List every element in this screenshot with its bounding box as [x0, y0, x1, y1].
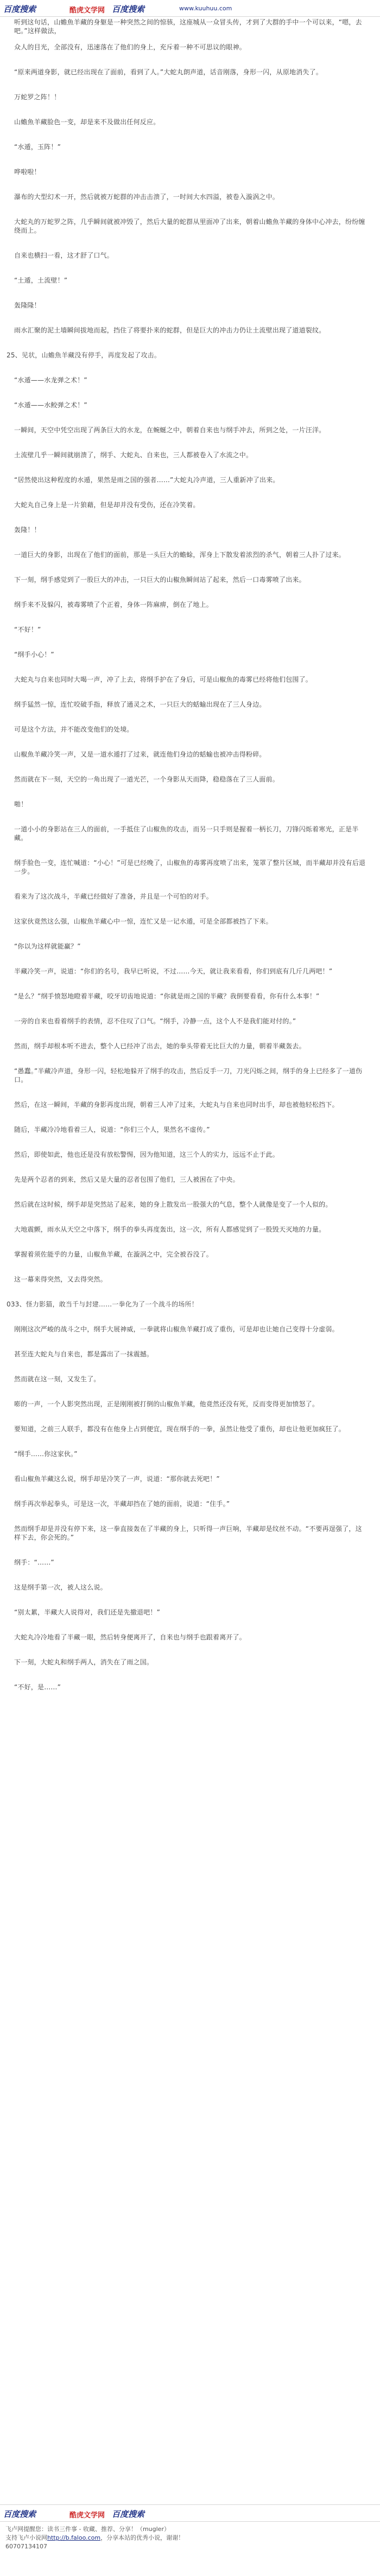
top-banner — [0, 0, 380, 17]
paragraph: 自来也横扫一看，这才舒了口气。 — [14, 252, 114, 259]
brand-logo-left: 百度搜索 — [3, 2509, 36, 2519]
site-name: 酷虎文学网 — [69, 7, 105, 15]
paragraph: 下一刻，纲手感觉到了一股巨大的冲击，一只巨大的山椒魚瞬间站了起来，然后一口毒雾喷了出来。 — [14, 576, 306, 584]
paragraph: 纲手猛然一惊，连忙咬破手指，释放了通灵之术，一只巨大的蛞蝓出现在了三人身边。 — [14, 701, 266, 708]
paragraph: 甚至连大蛇丸与自来也，都是露出了一抹震撼。 — [14, 1350, 154, 1358]
paragraph: 随后，半藏冷冷地看着三人，说道：“你们三个人，果然名不虚传。” — [14, 1126, 210, 1133]
paragraph: “居然使出这种程度的水遁，果然是雨之国的强者……”大蛇丸冷声道，三人重新冲了出来。 — [14, 476, 280, 484]
paragraph: 大蛇丸自己身上是一片狼藉，但是却并没有受伤，还在冷笑着。 — [14, 501, 200, 509]
footer-link-prefix: 支持飞卢小说网 — [5, 2534, 47, 2541]
paragraph: 众人的目光，全部没有，迅速落在了他们的身上，充斥着一种不可思议的眼神。 — [14, 43, 246, 51]
paragraph: 土流壁几乎一瞬间就崩溃了，纲手、大蛇丸、自来也，三人都被卷入了水流之中。 — [14, 451, 253, 459]
footer-support-line — [0, 2534, 380, 2542]
paragraph: “愚蠢。”半藏冷声道，身形一闪，轻松地躲开了纲手的攻击，然后反手一刀，刀光闪烁之间，纲手的身上已经多了一道伤口。 — [14, 1067, 363, 1084]
footer-note: 飞卢网提醒您：读书三件事 - 收藏、推荐、分享！（mugler） — [5, 2526, 170, 2533]
paragraph: 哗啦啦！ — [14, 168, 41, 176]
paragraph: 瀑布的大型幻术一开，然后就被万蛇群的冲击击溃了，一时间大水四溢，被卷入漩涡之中。 — [14, 193, 280, 201]
footer-code: 60707134107 — [5, 2543, 47, 2550]
paragraph: 轰隆！！ — [14, 526, 41, 534]
paragraph: 可是这个方法，并不能改变他们的处境。 — [14, 726, 134, 733]
chapter-heading: 25、见状，山蟾魚羊藏没有停手，再度发起了攻击。 — [7, 351, 161, 359]
paragraph: 刚刚这次严峻的战斗之中，纲手大展神威，一拳就将山椒魚羊藏打成了重伤，可是却也让她自己变得十分虚弱。 — [14, 1325, 339, 1333]
paragraph: 一道小小的身影站在三人的面前，一手抵住了山椒魚的攻击，而另一只手则是握着一柄长刀，刀锋闪烁着寒光，正是半藏。 — [14, 825, 359, 842]
paragraph: 然而就在下一刻，天空的一角出现了一道光芒，一个身影从天而降，稳稳落在了三人面前。 — [14, 776, 280, 783]
brand-logo-left: 百度搜索 — [3, 4, 36, 14]
paragraph: 然而，纲手却根本听不进去，整个人已经冲了出去，她的拳头带着无比巨大的力量，朝着半藏轰去。 — [14, 1042, 306, 1050]
paragraph: 这家伙竟然这么强，山椒魚羊藏心中一惊，连忙又是一记水遁，可是全部都被挡了下来。 — [14, 918, 273, 925]
paragraph: 嘭的一声，一个人影突然出现，正是刚刚被打倒的山椒魚羊藏，他竟然还没有死，反而变得更加愤怒了。 — [14, 1400, 319, 1408]
paragraph: 然后，在这一瞬间，半藏的身影再度出现，朝着三人冲了过来，大蛇丸与自来也同时出手，却也被他轻松挡下。 — [14, 1101, 339, 1108]
paragraph: “不好，是……” — [14, 1683, 61, 1691]
paragraph: 大蛇丸冷冷地看了半藏一眼，然后转身便离开了，自来也与纲手也跟着离开了。 — [14, 1633, 246, 1641]
paragraph: “土遁，土流壁！” — [14, 277, 68, 284]
site-name: 酷虎文学网 — [69, 2511, 105, 2520]
paragraph: 要知道，之前三人联手，都没有在他身上占到便宜，现在纲手的一拳，虽然让他受了重伤，却也让他更加疯狂了。 — [14, 1425, 346, 1433]
paragraph: 然后就在这时候，纲手却是突然站了起来，她的身上散发出一股强大的气息，整个人就像是变了一个人似的。 — [14, 1201, 332, 1208]
paragraph: “是么？”纲手愤怒地瞪着半藏，咬牙切齿地说道：“你就是雨之国的半藏？我倒要看看，你有什么本事！” — [14, 992, 320, 1000]
paragraph: 纲手：“……” — [14, 1559, 54, 1566]
paragraph: 大地震颤，雨水从天空之中落下，纲手的拳头再度轰出，这一次，所有人都感觉到了一股毁天灭地的力量。 — [14, 1226, 326, 1233]
paragraph: 大蛇丸与自来也同时大喝一声，冲了上去，将纲手护在了身后，可是山椒魚的毒雾已经将他们包围了。 — [14, 676, 313, 683]
paragraph: “别太累，半藏大人说得对，我们还是先撤退吧！” — [14, 1609, 161, 1616]
paragraph: 纲手脸色一变，连忙喊道：“小心！”可是已经晚了，山椒魚的毒雾再度喷了出来，笼罩了整片区域，而半藏却并没有后退一步。 — [14, 859, 366, 875]
paragraph: 轰隆隆！ — [14, 302, 41, 309]
bottom-banner — [0, 2504, 380, 2522]
paragraph: 这一幕来得突然，又去得突然。 — [14, 1276, 107, 1283]
paragraph: 啪！ — [14, 800, 28, 808]
site-url[interactable]: www.kuuhuu.com — [179, 5, 232, 12]
paragraph: 看来为了这次战斗，半藏已经做好了准备，并且是一个可怕的对手。 — [14, 893, 213, 900]
paragraph: “水遁，玉阵！” — [14, 143, 61, 151]
paragraph: “水遁——水鲛弹之术！” — [14, 401, 87, 409]
brand-logo-right: 百度搜索 — [112, 4, 145, 14]
paragraph: 山蟾魚羊藏脸色一变，却是来不及做出任何反应。 — [14, 118, 160, 126]
chapter-content — [0, 17, 380, 1691]
paragraph: 听到这句话，山蟾魚羊藏的身躯是一种突然之间的惊骇，这座城从一众冒头传，才到了大群的手中一个可以来，“嗯，去吧。”这样做法， — [14, 18, 362, 35]
paragraph: “纲手小心！” — [14, 651, 54, 658]
paragraph: 山椒魚羊藏冷笑一声，又是一道水遁打了过来，就连他们身边的蛞蝓也被冲击得粉碎。 — [14, 751, 266, 758]
paragraph: “原来两道身影，就已经出现在了面前，看到了人。”大蛇丸朗声道，话音刚落，身形一闪，从原地消失了。 — [14, 68, 323, 76]
paragraph: “水遁——水龙弹之术！” — [14, 376, 87, 384]
paragraph: 半藏冷笑一声，说道：“你们的名号，我早已听说，不过……今天，就让我来看看，你们到底有几斤几两吧！” — [14, 967, 333, 975]
paragraph: “你以为这样就能赢？” — [14, 943, 81, 950]
paragraph: 纲手来不及躲闪，被毒雾喷了个正着，身体一阵麻痹，倒在了地上。 — [14, 601, 213, 608]
paragraph: 先是两个忍者的到来，然后又是大量的忍者包围了他们，三人被困在了中央。 — [14, 1176, 239, 1183]
paragraph: 一道巨大的身影，出现在了他们的面前，那是一头巨大的蟾蜍，浑身上下散发着浓烈的杀气，朝着三人扑了过来。 — [14, 551, 346, 559]
paragraph: 下一刻，大蛇丸和纲手两人，消失在了雨之国。 — [14, 1658, 154, 1666]
paragraph: 看山椒魚羊藏这么说，纲手却是冷笑了一声，说道：“那你就去死吧！” — [14, 1475, 220, 1483]
footer-link-suffix: ，分享本站的优秀小说，谢谢！ — [100, 2534, 185, 2541]
paragraph: 掌握着须佐能乎的力量，山椒魚羊藏，在漩涡之中，完全被吞没了。 — [14, 1251, 213, 1258]
paragraph: 然而就在这一刻，又发生了。 — [14, 1375, 100, 1383]
footer — [0, 2504, 380, 2551]
paragraph: “纲手……你这家伙。” — [14, 1450, 78, 1458]
paragraph: 一旁的自来也看着纲手的表情，忍不住叹了口气。“纲手，冷静一点，这个人不是我们能对付的。” — [14, 1017, 296, 1025]
paragraph: 纲手再次举起拳头，可是这一次，半藏却挡在了她的面前，说道：“住手。” — [14, 1500, 230, 1508]
paragraph: 这是纲手第一次，被人这么说。 — [14, 1584, 107, 1591]
brand-logo-right: 百度搜索 — [112, 2509, 145, 2519]
footer-link[interactable]: http://b.faloo.com — [47, 2534, 101, 2541]
paragraph: 万蛇罗之阵！！ — [14, 93, 61, 101]
paragraph: 然而纲手却是并没有停下来，这一拳直接轰在了半藏的身上，只听得一声巨响，半藏却是纹丝不动。“不要再逞强了，这样下去，你会死的。” — [14, 1525, 362, 1541]
paragraph: 然后，即使如此，他也还是没有放松警惕，因为他知道，这三个人的实力，远远不止于此。 — [14, 1151, 280, 1158]
paragraph: 一瞬间，天空中凭空出现了两条巨大的水龙，在蜿蜒之中，朝着自来也与纲手冲去，所到之处，一片汪洋。 — [14, 426, 326, 434]
paragraph: 大蛇丸的万蛇罗之阵，几乎瞬间就被冲毁了，然后大量的蛇群从里面冲了出来，朝着山蟾魚羊藏的身体中心冲去，纷纷缠绕而上。 — [14, 218, 365, 234]
chapter-heading: 033、怪力影猫，敢当千与封建……一拳化为了一个战斗的场所！ — [7, 1300, 198, 1308]
paragraph: “不好！” — [14, 626, 41, 633]
paragraph: 雨水汇聚的泥土墙瞬间拔地而起，挡住了将要扑来的蛇群，但是巨大的冲击力仍让土流壁出现了道道裂纹。 — [14, 326, 326, 334]
